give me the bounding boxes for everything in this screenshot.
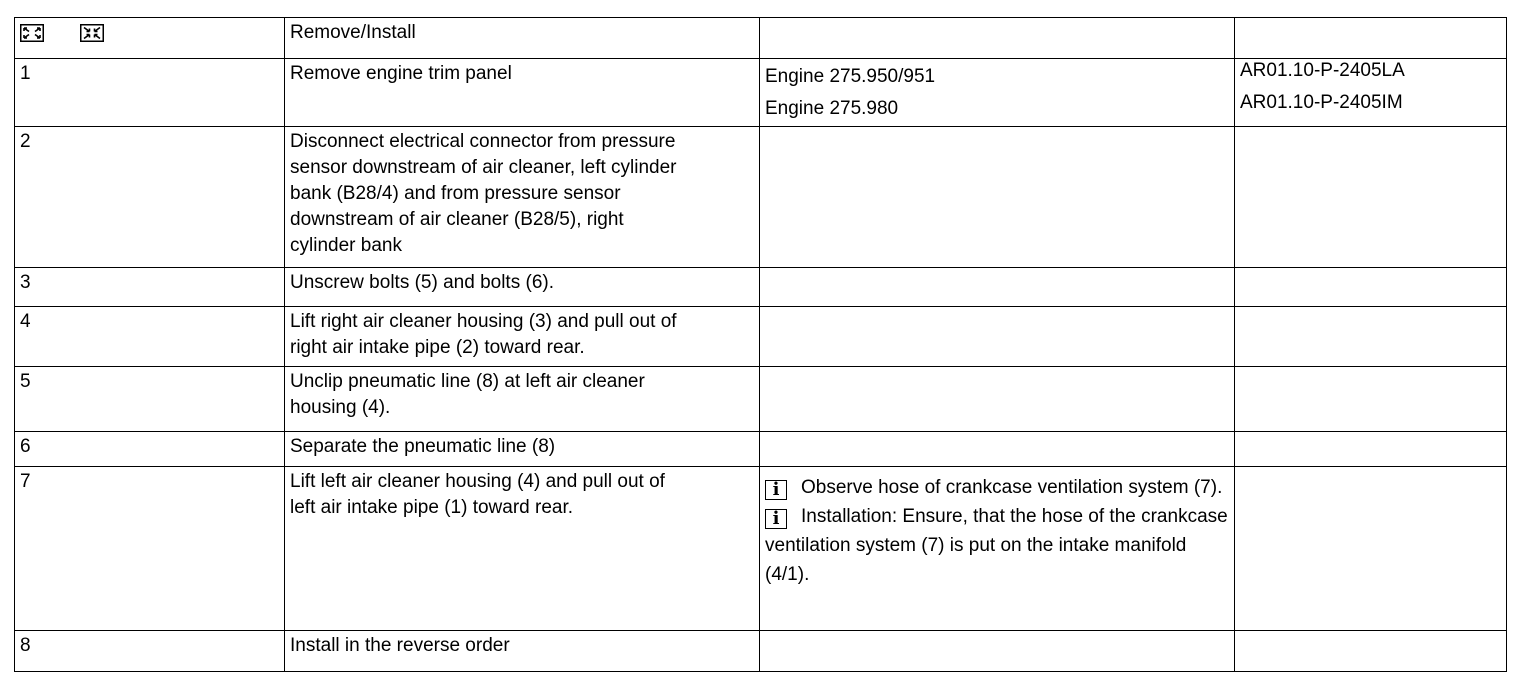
instruction-line: Unclip pneumatic line (8) at left air cleaner	[290, 371, 645, 392]
header-title-cell	[285, 18, 760, 59]
info-icon: i	[765, 509, 787, 529]
instruction-line: sensor downstream of air cleaner, left cylinder	[290, 157, 677, 178]
table-row	[15, 367, 1507, 432]
step-references	[1235, 127, 1507, 268]
step-applicability	[760, 367, 1235, 432]
step-references	[1235, 631, 1507, 672]
table-row	[15, 432, 1507, 467]
step-applicability	[760, 59, 1235, 127]
step-applicability	[760, 307, 1235, 367]
step-applicability	[760, 432, 1235, 467]
header-empty-cell	[1235, 18, 1507, 59]
table-row	[15, 307, 1507, 367]
step-number: 2	[15, 127, 285, 268]
instruction-line: right air intake pipe (2) toward rear.	[290, 337, 585, 358]
procedure-table	[14, 17, 1507, 672]
header-empty-cell	[760, 18, 1235, 59]
applicability-line: Engine 275.980	[765, 98, 899, 119]
step-references	[1235, 432, 1507, 467]
step-number: 7	[15, 467, 285, 631]
instruction-line: bank (B28/4) and from pressure sensor	[290, 183, 621, 204]
instruction-line: Separate the pneumatic line (8)	[290, 436, 556, 457]
header-icons-cell	[15, 18, 285, 59]
expand-arrows-icon[interactable]	[20, 24, 44, 42]
table-row	[15, 268, 1507, 307]
document-reference-link[interactable]: AR01.10-P-2405IM	[1240, 92, 1403, 113]
step-number: 4	[15, 307, 285, 367]
instruction-line: Remove engine trim panel	[290, 63, 512, 84]
page-title: Remove/Install	[290, 22, 416, 43]
document-reference-link[interactable]: AR01.10-P-2405LA	[1240, 60, 1405, 81]
instruction-line: Unscrew bolts (5) and bolts (6).	[290, 272, 554, 293]
instruction-line: cylinder bank	[290, 235, 402, 256]
step-number: 5	[15, 367, 285, 432]
step-references	[1235, 268, 1507, 307]
instruction-line: housing (4).	[290, 397, 391, 418]
step-references	[1235, 467, 1507, 631]
instruction-line: Disconnect electrical connector from pressure	[290, 131, 676, 152]
step-number: 8	[15, 631, 285, 672]
step-references	[1235, 307, 1507, 367]
step-instruction	[285, 631, 760, 672]
info-note	[765, 502, 1230, 589]
info-note-text: Installation: Ensure, that the hose of the crankcase ventilation system (7) is put on the intake manifold (4/1).	[765, 506, 1228, 585]
applicability-line: Engine 275.950/951	[765, 66, 936, 87]
info-note	[765, 473, 1230, 502]
step-instruction	[285, 127, 760, 268]
step-references	[1235, 59, 1507, 127]
instruction-line: Lift right air cleaner housing (3) and pull out of	[290, 311, 677, 332]
table-row	[15, 59, 1507, 127]
step-instruction	[285, 307, 760, 367]
instruction-line: Install in the reverse order	[290, 635, 510, 656]
instruction-line: downstream of air cleaner (B28/5), right	[290, 209, 624, 230]
step-notes	[760, 467, 1235, 631]
step-applicability	[760, 127, 1235, 268]
info-note-text: Observe hose of crankcase ventilation system (7).	[801, 477, 1223, 498]
step-applicability	[760, 631, 1235, 672]
table-row	[15, 127, 1507, 268]
table-row	[15, 631, 1507, 672]
step-instruction	[285, 367, 760, 432]
step-instruction	[285, 467, 760, 631]
collapse-arrows-icon[interactable]	[80, 24, 104, 42]
table-row	[15, 467, 1507, 631]
instruction-line: Lift left air cleaner housing (4) and pull out of	[290, 471, 665, 492]
step-number: 1	[15, 59, 285, 127]
step-instruction	[285, 59, 760, 127]
instruction-line: left air intake pipe (1) toward rear.	[290, 497, 574, 518]
step-instruction	[285, 268, 760, 307]
step-applicability	[760, 268, 1235, 307]
info-icon: i	[765, 480, 787, 500]
step-instruction	[285, 432, 760, 467]
table-header-row	[15, 18, 1507, 59]
step-number: 6	[15, 432, 285, 467]
step-number: 3	[15, 268, 285, 307]
step-references	[1235, 367, 1507, 432]
